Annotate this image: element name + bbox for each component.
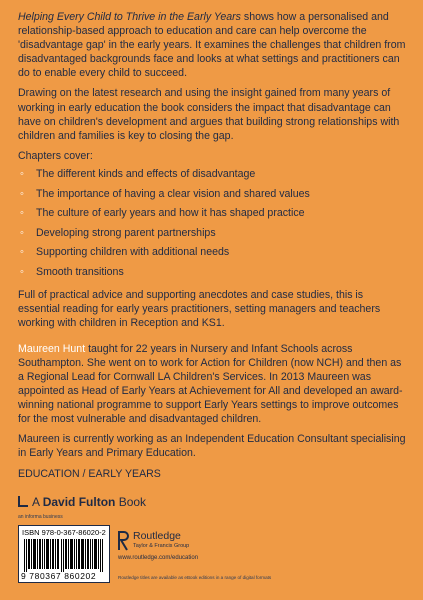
author-bio-text: taught for 22 years in Nursery and Infant Schools across Southampton. She went on to work for Action for Children (now NCH) and then as a Regional Lead for Cornwall LA Children's Services. In 2013 Maureen was appointed as Head of Early Years at Achievement for All and developed an award-winning national programme to support Early Years settings to improve outcomes for the most vulnerable and disadvantaged children. bbox=[18, 342, 403, 426]
routledge-name: Routledge bbox=[133, 530, 181, 542]
chapter-item: ◦ Developing strong parent partnerships bbox=[18, 224, 406, 244]
chapter-item: ◦ Smooth transitions bbox=[18, 263, 406, 283]
category-label: EDUCATION / EARLY YEARS bbox=[18, 467, 161, 480]
publisher-line: A David Fulton Book bbox=[18, 495, 146, 509]
david-fulton-logo-icon bbox=[18, 496, 28, 507]
author-current: Maureen is currently working as an Independent Education Consultant specialising in Early Years and Primary Education. bbox=[18, 433, 406, 460]
routledge-url: www.routledge.com/education bbox=[118, 555, 199, 561]
bullet-icon: ◦ bbox=[20, 226, 24, 239]
chapter-item: ◦ The different kinds and effects of disadvantage bbox=[18, 165, 406, 185]
chapter-item: ◦ The importance of having a clear vision and shared values bbox=[18, 185, 406, 205]
author-bio bbox=[18, 342, 406, 427]
chapters-list bbox=[18, 165, 406, 283]
intro-text: shows how a personalised and relationship-based approach to education and care can help overcome the 'disadvantage gap' in the early years. It examines the challenges that children from disadvantaged backgrounds face and looks at what settings and practitioners can do to enable every child to succeed. bbox=[18, 11, 406, 80]
publisher-name: David Fulton bbox=[42, 495, 116, 509]
isbn-label: ISBN 978-0-367-86020-2 bbox=[22, 528, 106, 537]
bullet-icon: ◦ bbox=[20, 207, 24, 220]
chapters-heading: Chapters cover: bbox=[18, 149, 93, 162]
routledge-mark-icon bbox=[118, 531, 129, 551]
bullet-icon: ◦ bbox=[20, 246, 24, 259]
research-paragraph: Drawing on the latest research and using the insight gained from many years of working in early education the book considers the impact that disadvantage can have on children's development and argues that building strong relationships with children and families is key to closing the gap. bbox=[18, 87, 400, 142]
ebook-note: Routledge titles are available as eBook editions in a range of digital formats bbox=[118, 575, 272, 580]
routledge-logo bbox=[118, 530, 258, 570]
routledge-group: Taylor & Francis Group bbox=[133, 543, 190, 549]
intro-paragraph bbox=[18, 10, 406, 80]
bullet-icon: ◦ bbox=[20, 187, 24, 200]
barcode-bars-icon bbox=[24, 539, 104, 572]
advice-paragraph: Full of practical advice and supporting anecdotes and case studies, this is essential reading for early years practitioners, setting managers and teachers working with children in Reception and KS1. bbox=[18, 288, 381, 329]
chapter-item: ◦ The culture of early years and how it has shaped practice bbox=[18, 204, 406, 224]
bullet-icon: ◦ bbox=[20, 167, 24, 180]
barcode bbox=[18, 525, 110, 583]
chapter-item: ◦ Supporting children with additional needs bbox=[18, 243, 406, 263]
blurb bbox=[18, 10, 406, 487]
cover-footer bbox=[18, 495, 410, 595]
bullet-icon: ◦ bbox=[20, 265, 24, 278]
imprint-label: an informa business bbox=[18, 514, 63, 520]
book-title: Helping Every Child to Thrive in the Early Years bbox=[18, 11, 241, 23]
author-name: Maureen Hunt bbox=[18, 342, 86, 355]
isbn-digits: 9 780367 860202 bbox=[21, 571, 97, 581]
